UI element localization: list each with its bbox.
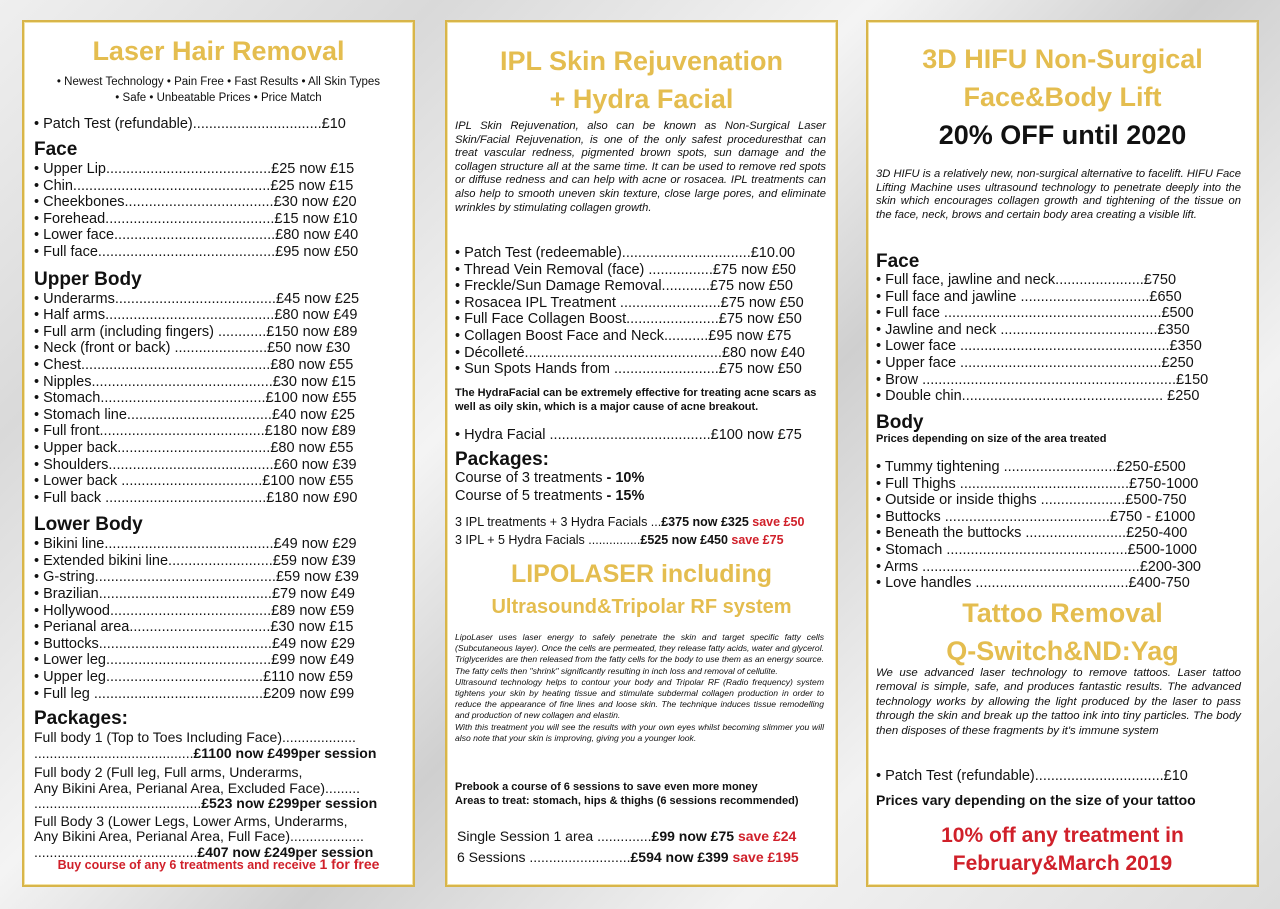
ipl-intro: IPL Skin Rejuvenation, also can be known as Non-Surgical Laser Skin/Facial Rejuvenation, is one of the only safest proceduresthat can treat vascular redness, pigmented brown spots, sun damage and the collagen structure all at the same time. It can be used to remove red spots or diffuse redness and can help with acne or rosacea. IPL treatments can also help to smooth uneven skin texture, close large pores, and eliminate wrinkles by stimulating collagen growth. — [455, 120, 826, 214]
list-item: • Full face............................................£95 now £50 — [34, 243, 359, 260]
ipl-title-line-2: + Hydra Facial — [549, 84, 734, 114]
list-item: • Shoulders.........................................£60 now £39 — [34, 456, 357, 473]
list-item: • Hollywood........................................£89 now £59 — [34, 602, 355, 619]
promo-line-1: 10% off any treatment in — [941, 824, 1184, 847]
tattoo-patch-test: • Patch Test (refundable)................................£10 — [876, 768, 1188, 784]
list-item: • Collagen Boost Face and Neck...........£95 now £75 — [455, 327, 792, 344]
hifu-body-list — [876, 459, 1201, 592]
list-item: • Bikini line..........................................£49 now £29 — [34, 536, 357, 553]
list-item: • Freckle/Sun Damage Removal............£75 now £50 — [455, 278, 793, 295]
hifu-body-note: Prices depending on size of the area treated — [876, 433, 1107, 445]
ipl-title-line-1: IPL Skin Rejuvenation — [499, 46, 784, 76]
list-item: • Upper face ..................................................£250 — [876, 354, 1194, 371]
list-item: • Full front.........................................£180 now £89 — [34, 423, 356, 440]
hifu-body-heading: Body — [876, 412, 924, 433]
list-item: • Rosacea IPL Treatment .........................£75 now £50 — [455, 294, 804, 311]
tattoo-description: We use advanced laser technology to remove tattoos. Laser tattoo removal is simple, safe, and produces fantastic results. The advanced technology works by allowing the light produced by the laser to pass through the skin and break up the tattoo ink into tiny particles. The body then disposes of these fragments by it's immune system — [876, 667, 1241, 737]
ipl-combos — [455, 513, 804, 549]
list-item: • Beneath the buttocks .........................£250-400 — [876, 525, 1188, 542]
hifu-title-line-2: Face&Body Lift — [963, 82, 1162, 112]
list-item: • Thread Vein Removal (face) ................£75 now £50 — [455, 261, 796, 278]
package-line: Any Bikini Area, Perianal Area, Full Face)................... — [34, 828, 364, 845]
list-item: • Tummy tightening ............................£250-£500 — [876, 459, 1186, 475]
list-item: • Full Face Collagen Boost.......................£75 now £50 — [455, 311, 802, 328]
patch-test: • Patch Test (refundable)................................£10 — [34, 116, 346, 132]
six-sessions-save: save £195 — [732, 849, 799, 865]
list-item: • Nipples.............................................£30 now £15 — [34, 373, 356, 390]
package-line: Full Body 3 (Lower Legs, Lower Arms, Underarms, — [34, 812, 348, 829]
hifu-intro: 3D HIFU is a relatively new, non-surgical alternative to facelift. HIFU Face Lifting Machine uses ultrasound technology to penetrate deeply into the skin which encourages collagen growth and tightening of the tissue on the face, neck, brows and certain body area creating a visible lift. — [876, 168, 1241, 221]
hifu-face-list — [876, 272, 1208, 405]
offer-emphasis: 1 for free — [319, 856, 380, 872]
laser-hair-panel — [22, 20, 415, 887]
course-5: Course of 5 treatments — [455, 488, 607, 504]
six-sessions-text: 6 Sessions .......................... — [457, 849, 631, 865]
list-item: • G-string.............................................£59 now £39 — [34, 569, 359, 586]
list-item: • Chin.................................................£25 now £15 — [34, 177, 354, 194]
combo-2-text: 3 IPL + 5 Hydra Facials ............... — [455, 533, 641, 547]
hifu-title — [868, 40, 1257, 116]
upper-body-heading: Upper Body — [34, 268, 142, 290]
lower-body-list — [34, 536, 404, 702]
face-list — [34, 161, 404, 261]
list-item: • Double chin.................................................. £250 — [876, 388, 1200, 405]
list-item: • Full Thighs ..........................................£750-1000 — [876, 475, 1199, 492]
promo-banner — [868, 822, 1257, 878]
list-item: • Full back ........................................£180 now £90 — [34, 489, 358, 506]
list-item: • Full face ......................................................£500 — [876, 305, 1194, 322]
single-session-price: £99 now £75 — [651, 828, 738, 844]
lipo-paragraph: Ultrasound technology helps to contour your body and Tripolar RF (Radio frequency) system tightens your skin by heating tissue and stimulate subdermal collagen production in order to reduce the appearance of fine lines and loose skin. The technique induces tissue remodelling and production of new collagen and elastin. — [455, 676, 824, 721]
list-item: • Lower back ...................................£100 now £55 — [34, 473, 354, 490]
tattoo-title-line-1: Tattoo Removal — [962, 598, 1163, 628]
package-line: Full body 1 (Top to Toes Including Face)................... — [34, 729, 356, 746]
list-item: • Arms ......................................................£200-300 — [876, 558, 1201, 575]
list-item: • Chest...............................................£80 now £55 — [34, 356, 354, 373]
list-item: • Buttocks .........................................£750 - £1000 — [876, 508, 1196, 525]
combo-1-text: 3 IPL treatments + 3 Hydra Facials ... — [455, 515, 662, 529]
package-price: £523 now £299per session — [201, 795, 378, 812]
laser-title: Laser Hair Removal — [92, 36, 345, 66]
lower-body-heading: Lower Body — [34, 514, 143, 536]
hifu-title-line-1: 3D HIFU Non-Surgical — [922, 44, 1203, 74]
lipo-prices — [457, 826, 799, 868]
combo-2-save: save £75 — [731, 533, 784, 547]
list-item: • Sun Spots Hands from ..........................£75 now £50 — [455, 361, 802, 378]
lipo-description — [455, 632, 824, 744]
combo-1-save: save £50 — [752, 515, 805, 529]
prebook-note — [455, 781, 799, 808]
list-item: • Stomach .............................................£500-1000 — [876, 541, 1197, 558]
package-price: £407 now £249per session — [197, 843, 374, 860]
list-item: • Love handles ......................................£400-750 — [876, 575, 1190, 592]
list-item: • Forehead..........................................£15 now £10 — [34, 210, 358, 227]
list-item: • Lower face ....................................................£350 — [876, 338, 1202, 355]
list-item: • Cheekbones.....................................£30 now £20 — [34, 194, 357, 211]
list-item: • Brazilian...........................................£79 now £49 — [34, 586, 355, 603]
package-line: Any Bikini Area, Perianal Area, Excluded Face)......... — [34, 779, 361, 796]
tattoo-title-line-2: Q-Switch&ND:Yag — [946, 636, 1179, 666]
list-item: • Full arm (including fingers) ............£150 now £89 — [34, 323, 358, 340]
list-item: • Jawline and neck .......................................£350 — [876, 321, 1190, 338]
single-session-save: save £24 — [737, 828, 797, 844]
hydra-item: • Hydra Facial ........................................£100 now £75 — [455, 427, 802, 443]
list-item: • Full face, jawline and neck......................£750 — [876, 272, 1177, 288]
dot-leader: ......................................... — [34, 744, 194, 761]
list-item: • Lower face........................................£80 now £40 — [34, 227, 359, 244]
lipo-title: LIPOLASER including — [510, 560, 773, 588]
course-3: Course of 3 treatments — [455, 470, 607, 486]
list-item: • Underarms........................................£45 now £25 — [34, 290, 360, 307]
hifu-panel — [866, 20, 1259, 887]
dot-leader: ........................................... — [34, 795, 202, 812]
upper-body-list — [34, 291, 404, 507]
tattoo-note: Prices vary depending on the size of your tattoo — [876, 792, 1196, 808]
lipo-paragraph: With this treatment you will see the results with your own eyes whilst becoming slimmer you will also note that your skin is improving, giving you a younger look. — [455, 721, 824, 743]
single-session-text: Single Session 1 area .............. — [457, 828, 652, 844]
combo-2-price: £525 now £450 — [640, 533, 732, 547]
ipl-packages-heading: Packages: — [455, 449, 550, 470]
list-item: • Décolleté.................................................£80 now £40 — [455, 344, 805, 361]
ipl-price-list — [455, 245, 805, 378]
prebook-line-1: Prebook a course of 6 sessions to save even more money — [455, 781, 758, 793]
course-3-pct: - 10% — [606, 470, 645, 486]
hydra-note: The HydraFacial can be extremely effective for treating acne scars as well as oily skin, which is a major cause of acne breakout. — [455, 387, 817, 413]
dot-leader: .......................................... — [34, 843, 198, 860]
course-5-pct: - 15% — [606, 488, 645, 504]
features-line-1: • Newest Technology • Pain Free • Fast Results • All Skin Types — [56, 76, 381, 88]
face-section — [34, 136, 404, 860]
promo-line-2: February&March 2019 — [952, 852, 1173, 875]
offer-line — [24, 856, 413, 872]
prebook-line-2: Areas to treat: stomach, hips & thighs (6 sessions recommended) — [455, 794, 799, 807]
list-item: • Full leg ..........................................£209 now £99 — [34, 685, 355, 702]
list-item: • Stomach.........................................£100 now £55 — [34, 390, 357, 407]
lipo-subtitle: Ultrasound&Tripolar RF system — [491, 596, 792, 618]
tattoo-title — [868, 594, 1257, 670]
list-item: • Upper leg.......................................£110 now £59 — [34, 669, 354, 686]
list-item: • Upper back......................................£80 now £55 — [34, 439, 354, 456]
hifu-face-heading: Face — [876, 251, 920, 272]
list-item: • Lower leg.........................................£99 now £49 — [34, 652, 355, 669]
list-item: • Outside or inside thighs .....................£500-750 — [876, 492, 1187, 509]
list-item: • Neck (front or back) .......................£50 now £30 — [34, 340, 351, 357]
list-item: • Stomach line....................................£40 now £25 — [34, 406, 355, 423]
package-line: Full body 2 (Full leg, Full arms, Underarms, — [34, 764, 303, 781]
combo-1-price: £375 now £325 — [661, 515, 753, 529]
list-item: • Half arms..........................................£80 now £49 — [34, 307, 358, 324]
six-sessions-price: £594 now £399 — [630, 849, 733, 865]
list-item: • Buttocks...........................................£49 now £29 — [34, 635, 355, 652]
ipl-title — [447, 42, 836, 118]
list-item: • Perianal area...................................£30 now £15 — [34, 619, 354, 636]
list-item: • Upper Lip.........................................£25 now £15 — [34, 161, 355, 177]
package-price: £1100 now £499per session — [193, 744, 377, 761]
features-line-2: • Safe • Unbeatable Prices • Price Match — [115, 92, 322, 104]
packages-list — [34, 730, 404, 860]
hifu-discount: 20% OFF until 2020 — [938, 120, 1187, 150]
lipo-paragraph: LipoLaser uses laser energy to safely penetrate the skin and target specific fatty cells (Subcutaneous layer). Once the cells are permeated, they release fatty acids, water and glycerol. Triglycerides are then released from the fatty cells for the body to use them as an energy source. The fatty cells then "shrink" significantly resulting in inch loss and removal of cellulite. — [455, 632, 824, 676]
list-item: • Patch Test (redeemable)................................£10.00 — [455, 245, 796, 261]
list-item: • Extended bikini line..........................£59 now £39 — [34, 552, 356, 569]
list-item: • Full face and jawline ................................£650 — [876, 288, 1182, 305]
ipl-panel — [445, 20, 838, 887]
ipl-courses — [455, 469, 644, 505]
offer-text: Buy course of any 6 treatments and receive — [57, 858, 320, 872]
face-heading: Face — [34, 139, 78, 160]
packages-heading: Packages: — [34, 708, 129, 730]
list-item: • Brow ...............................................................£150 — [876, 371, 1209, 388]
